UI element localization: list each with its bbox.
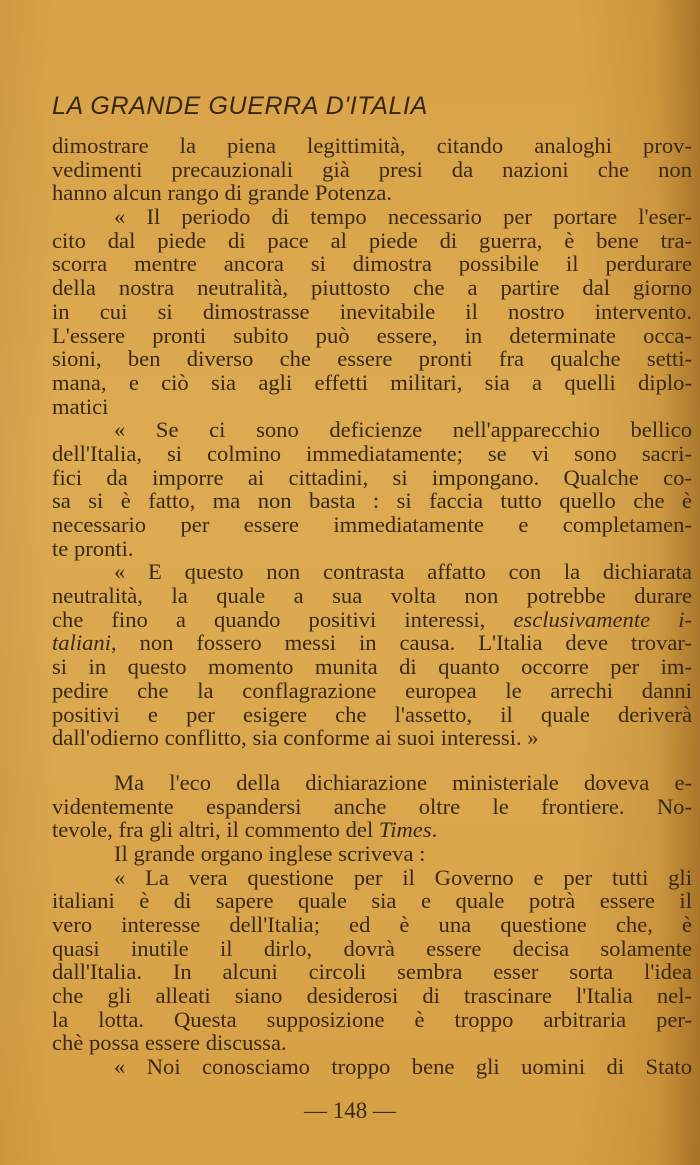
text-segment: .: [431, 817, 438, 843]
text-segment: che gli alleati siano desiderosi di trascinare l'Italia nel-: [52, 983, 692, 1009]
text-line: [52, 818, 692, 842]
text-segment: quasi inutile il dirlo, dovrà essere decisa solamente: [52, 935, 692, 961]
text-line: [52, 537, 692, 561]
text-line: [52, 560, 692, 584]
running-header: LA GRANDE GUERRA D'ITALIA: [52, 92, 428, 120]
text-line: [52, 608, 692, 632]
text-segment: Ma l'eco della dichiarazione ministeriale doveva e-: [114, 769, 692, 795]
text-segment: dimostrare la piena legittimità, citando analoghi prov-: [52, 133, 692, 158]
text-line: [52, 795, 692, 819]
text-line: [52, 1008, 692, 1032]
text-segment: « Il periodo di tempo necessario per portare l'eser-: [114, 204, 692, 230]
text-line: [52, 584, 692, 608]
text-segment: dell'Italia, si colmino immediatamente; se vi sono sacri-: [52, 440, 692, 466]
text-line: [52, 205, 692, 229]
text-segment: vero interesse dell'Italia; ed è una questione che, è: [52, 912, 692, 937]
text-line: [52, 679, 692, 703]
text-segment: fici da imporre ai cittadini, si impongano. Qualche co-: [52, 464, 692, 490]
text-line: [52, 371, 692, 395]
text-line: [52, 655, 692, 679]
text-segment: videntemente espandersi anche oltre le frontiere. No-: [52, 793, 692, 819]
text-line: [52, 937, 692, 961]
page-number: — 148 —: [304, 1098, 396, 1123]
text-line: [52, 889, 692, 913]
text-segment: necessario per essere immediatamente e completamen-: [52, 512, 692, 537]
text-segment: pedire che la conflagrazione europea le arrechi danni: [52, 677, 692, 703]
text-segment: che fino a quando positivi interessi,: [52, 606, 514, 632]
text-segment: scorra mentre ancora si dimostra possibile il perdurare: [52, 251, 692, 277]
text-line: [52, 842, 692, 866]
text-line: [52, 703, 692, 727]
text-line: [52, 984, 692, 1008]
text-segment: sa si è fatto, ma non basta : si faccia tutto quello che è: [52, 488, 692, 514]
text-segment: matici: [52, 393, 109, 419]
text-line: [52, 1055, 692, 1079]
text-segment: italiani è di sapere quale sia e quale potrà essere il: [52, 888, 692, 914]
text-segment: dall'odierno conflitto, sia conforme ai suoi interessi. »: [52, 725, 539, 751]
text-line: [52, 960, 692, 984]
text-segment: sioni, ben diverso che essere pronti fra qualche setti-: [52, 346, 692, 372]
text-line: [52, 442, 692, 466]
text-segment: vedimenti precauzionali già presi da nazioni che non: [52, 156, 692, 182]
text-segment: cito dal piede di pace al piede di guerra, è bene tra-: [52, 227, 692, 253]
text-line: [52, 771, 692, 795]
text-line: [52, 347, 692, 371]
text-segment: tevole, fra gli altri, il commento del: [52, 817, 379, 843]
text-segment: « E questo non contrasta affatto con la dichiarata: [114, 559, 692, 585]
text-segment: Il grande organo inglese scriveva :: [114, 840, 426, 866]
text-segment: la lotta. Questa supposizione è troppo arbitraria per-: [52, 1006, 692, 1032]
text-segment: « La vera questione per il Governo e per tutti gli: [114, 864, 692, 890]
text-line: [52, 631, 692, 655]
text-line: [52, 324, 692, 348]
text-line: [52, 726, 692, 750]
text-line: [52, 866, 692, 890]
text-line: [52, 300, 692, 324]
text-segment: neutralità, la quale a sua volta non potrebbe durare: [52, 583, 692, 609]
italic-text: taliani: [52, 630, 111, 656]
text-segment: positivi e per esigere che l'assetto, il quale deriverà: [52, 701, 692, 727]
text-line: [52, 181, 692, 205]
text-segment: « Se ci sono deficienze nell'apparecchio bellico: [114, 417, 692, 443]
text-line: [52, 418, 692, 442]
text-line: [52, 158, 692, 182]
text-line: [52, 134, 692, 158]
text-segment: mana, e ciò sia agli effetti militari, sia a quelli diplo-: [52, 369, 692, 395]
text-segment: te pronti.: [52, 535, 134, 561]
text-segment: si in questo momento munita di quanto occorre per im-: [52, 654, 692, 680]
text-segment: L'essere pronti subito può essere, in determinate occa-: [52, 322, 692, 348]
text-line: [52, 1031, 692, 1055]
italic-text: Times: [378, 817, 432, 843]
text-segment: della nostra neutralità, piuttosto che a partire dal giorno: [52, 275, 692, 301]
text-line: [52, 489, 692, 513]
paragraph-gap: [52, 750, 692, 771]
text-line: [52, 395, 692, 419]
text-line: [52, 466, 692, 490]
page-body-text: [52, 134, 692, 1079]
text-line: [52, 229, 692, 253]
text-line: [52, 252, 692, 276]
text-segment: « Noi conosciamo troppo bene gli uomini di Stato: [114, 1054, 692, 1080]
text-segment: , non fossero messi in causa. L'Italia deve trovar-: [111, 630, 692, 656]
text-line: [52, 913, 692, 937]
text-line: [52, 276, 692, 300]
text-segment: chè possa essere discussa.: [52, 1030, 287, 1056]
italic-text: esclusivamente i-: [513, 606, 692, 632]
text-segment: in cui si dimostrasse inevitabile il nostro intervento.: [52, 298, 692, 324]
text-segment: hanno alcun rango di grande Potenza.: [52, 180, 393, 206]
text-segment: dall'Italia. In alcuni circoli sembra esser sorta l'idea: [52, 959, 692, 985]
text-line: [52, 513, 692, 537]
